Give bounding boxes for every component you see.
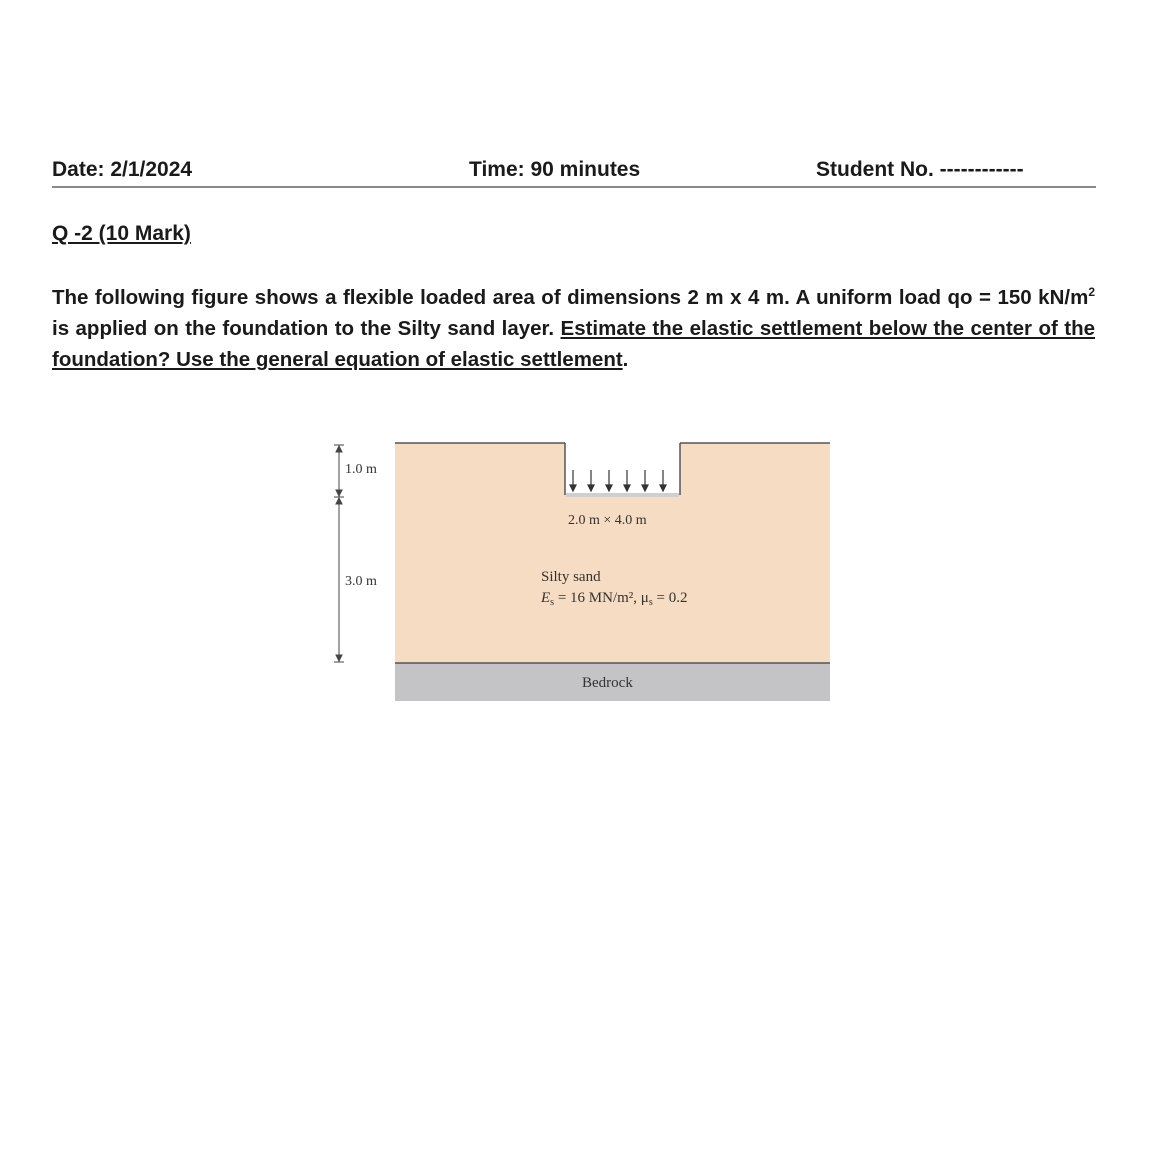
soil-props-e: E [541, 590, 551, 606]
dimension-label-bottom: 3.0 m [345, 574, 377, 589]
foundation-base [566, 493, 679, 497]
question-text-part2: is applied on the foundation to the Silty sand layer. [52, 317, 561, 340]
silty-sand-layer [395, 443, 830, 663]
exam-date: Date: 2/1/2024 [52, 158, 193, 181]
dimension-line [334, 445, 344, 662]
soil-props-sub-2: s [648, 597, 653, 608]
superscript-2: 2 [1088, 285, 1095, 300]
soil-name-label: Silty sand [541, 569, 601, 585]
dimension-label-top: 1.0 m [345, 462, 377, 477]
uniform-load-arrows [570, 470, 666, 491]
student-number: Student No. ------------ [816, 158, 1024, 181]
soil-props-rest: = 16 MN/m², μ [554, 590, 649, 606]
exam-time: Time: 90 minutes [469, 158, 641, 181]
soil-props-sub-1: s [550, 597, 555, 608]
question-text-end: . [622, 348, 629, 371]
bedrock-label: Bedrock [582, 675, 633, 691]
question-task: Estimate the elastic settlement below the center of the foundation? Use the general equation of elastic settlement [52, 317, 1095, 371]
soil-properties-label [540, 590, 687, 608]
question-title: Q -2 (10 Mark) [52, 222, 191, 245]
question-text-part1: The following figure shows a flexible loaded area of dimensions 2 m x 4 m. A uniform load qo = 150 kN/m [52, 286, 1089, 309]
soil-props-end: = 0.2 [652, 590, 688, 606]
foundation-size-label: 2.0 m × 4.0 m [568, 513, 647, 528]
